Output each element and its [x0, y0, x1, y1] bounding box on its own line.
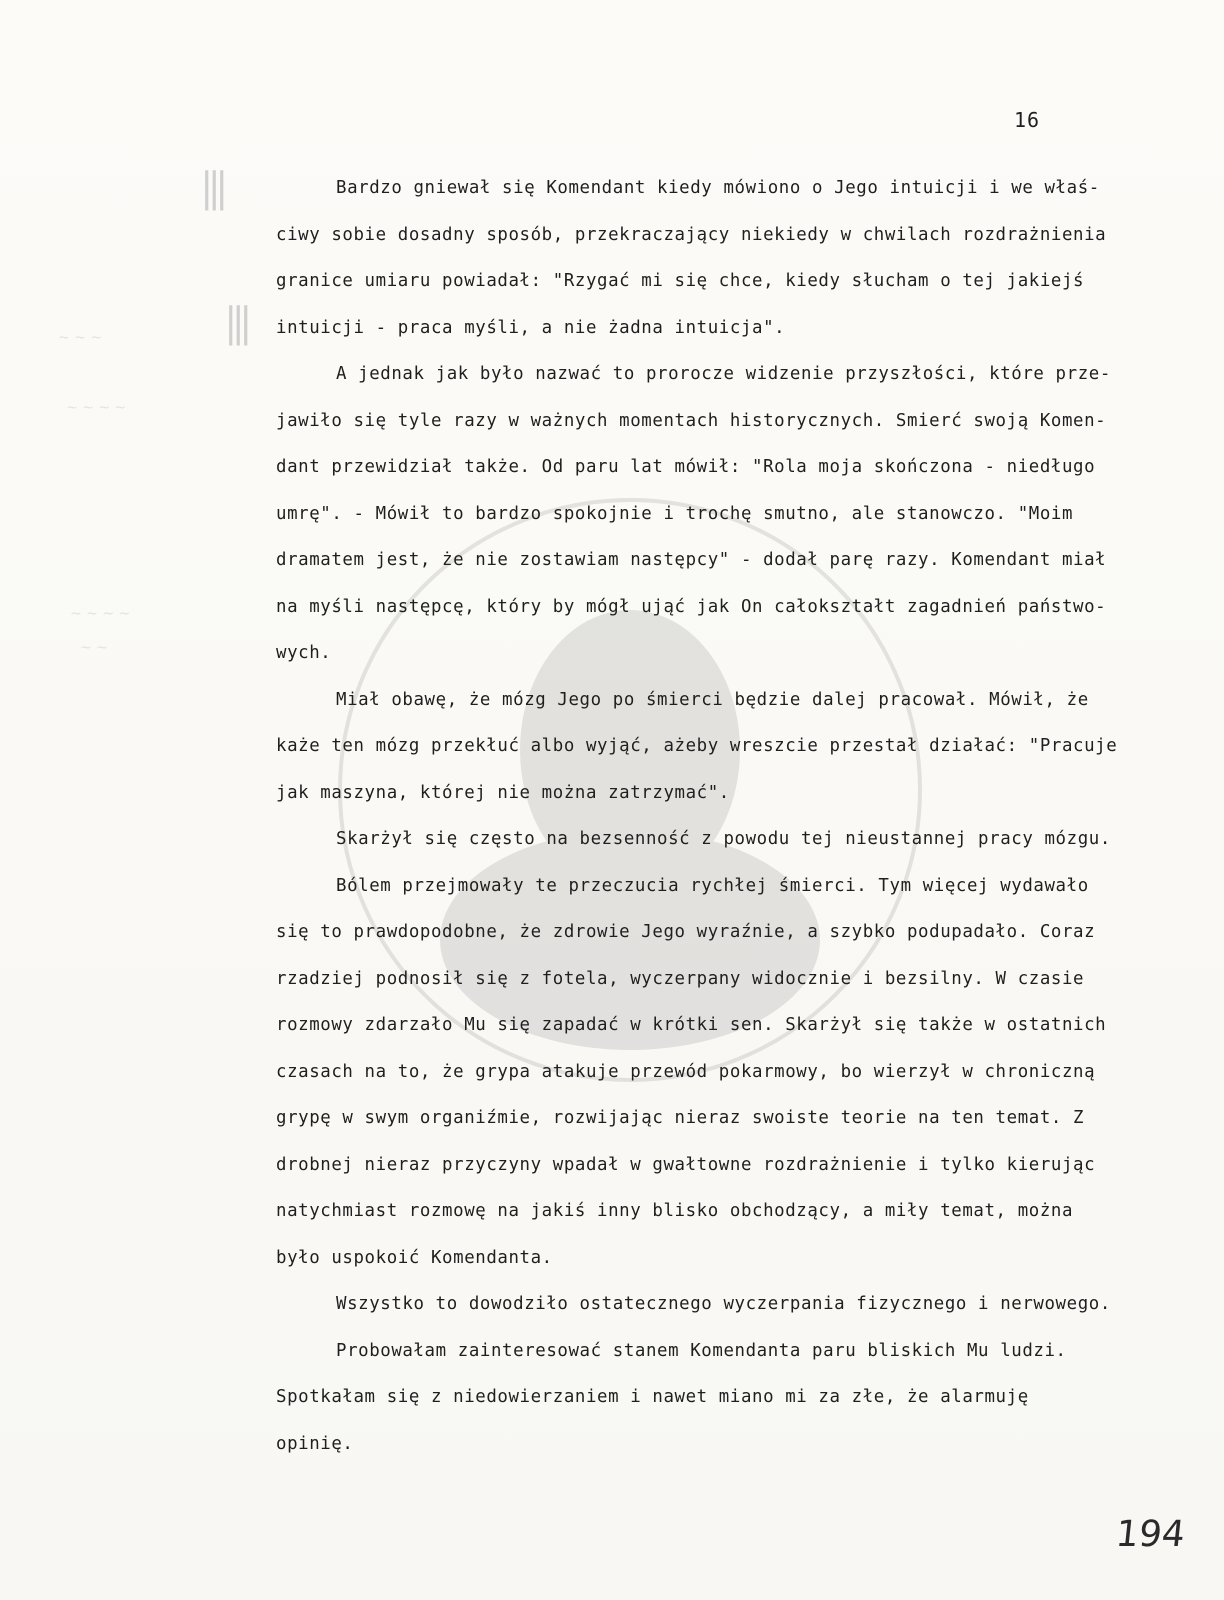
text-line: rozmowy zdarzało Mu się zapadać w krótki sen. Skarżył się także w ostatnich	[276, 1015, 1107, 1035]
text-line: jawiło się tyle razy w ważnych momentach historycznych. Smierć swoją Komen-	[276, 410, 1107, 431]
text-line: granice umiaru powiadał: "Rzygać mi się chce, kiedy słucham o tej jakiejś	[276, 271, 1085, 291]
faint-margin-note: ~ ~ ~ ~	[66, 400, 127, 416]
text-line: czasach na to, że grypa atakuje przewód pokarmowy, bo wierzył w chroniczną	[276, 1061, 1096, 1082]
text-line: każe ten mózg przekłuć albo wyjąć, ażeby wreszcie przestał działać: "Pracuje	[276, 736, 1118, 756]
text-line: Spotkałam się z niedowierzaniem i nawet miano mi za złe, że alarmuję	[276, 1387, 1029, 1407]
text-line: ciwy sobie dosadny sposób, przekraczający niekiedy w chwilach rozdrażnienia	[276, 224, 1107, 245]
text-line: natychmiast rozmowę na jakiś inny blisko obchodzący, a miły temat, można	[276, 1201, 1074, 1221]
text-line: Skarżył się często na bezsenność z powodu tej nieustannej pracy mózgu.	[336, 829, 1111, 849]
text-line: Bólem przejmowały te przeczucia rychłej śmierci. Tym więcej wydawało	[336, 875, 1089, 896]
text-line: A jednak jak było nazwać to prorocze widzenie przyszłości, które prze-	[336, 364, 1111, 384]
text-line: rzadziej podnosił się z fotela, wyczerpany widocznie i bezsilny. W czasie	[276, 968, 1085, 989]
text-line: drobnej nieraz przyczyny wpadał w gwałtowne rozdrażnienie i tylko kierując	[276, 1154, 1096, 1175]
text-line: Probowałam zainteresować stanem Komendanta paru bliskich Mu ludzi.	[336, 1340, 1067, 1361]
margin-pencil-mark: |||	[224, 300, 247, 346]
text-line: Wszystko to dowodziło ostatecznego wyczerpania fizycznego i nerwowego.	[336, 1294, 1111, 1314]
text-line: Bardzo gniewał się Komendant kiedy mówiono o Jego intuicji i we właś-	[336, 178, 1100, 198]
text-line: umrę". - Mówił to bardzo spokojnie i trochę smutno, ale stanowczo. "Moim	[276, 503, 1074, 524]
text-line: opinię.	[276, 1433, 354, 1454]
text-line: wych.	[276, 643, 332, 663]
text-line: intuicji - praca myśli, a nie żadna intuicja".	[276, 317, 786, 338]
text-line: grypę w swym organiźmie, rozwijając nieraz swoiste teorie na ten temat. Z	[276, 1108, 1085, 1128]
handwritten-archive-number: 194	[1113, 1514, 1187, 1555]
faint-margin-note: ~ ~ ~ ~	[70, 606, 131, 622]
text-line: dant przewidział także. Od paru lat mówił: "Rola moja skończona - niedługo	[276, 457, 1096, 477]
faint-margin-note: ~ ~	[80, 640, 108, 656]
text-line: dramatem jest, że nie zostawiam następcy" - dodał parę razy. Komendant miał	[276, 550, 1107, 570]
text-line: było uspokoić Komendanta.	[276, 1247, 553, 1268]
typed-text-block	[276, 173, 1176, 1475]
page-number: 16	[1014, 108, 1041, 132]
text-line: się to prawdopodobne, że zdrowie Jego wyraźnie, a szybko podupadało. Coraz	[276, 922, 1096, 942]
margin-pencil-mark: |||	[200, 165, 223, 211]
text-line: Miał obawę, że mózg Jego po śmierci będzie dalej pracował. Mówił, że	[336, 689, 1089, 710]
text-line: na myśli następcę, który by mógł ująć jak On całokształt zagadnień państwo-	[276, 596, 1107, 617]
text-line: jak maszyna, której nie można zatrzymać".	[276, 782, 730, 803]
faint-margin-note: ~ ~ ~	[58, 330, 103, 346]
